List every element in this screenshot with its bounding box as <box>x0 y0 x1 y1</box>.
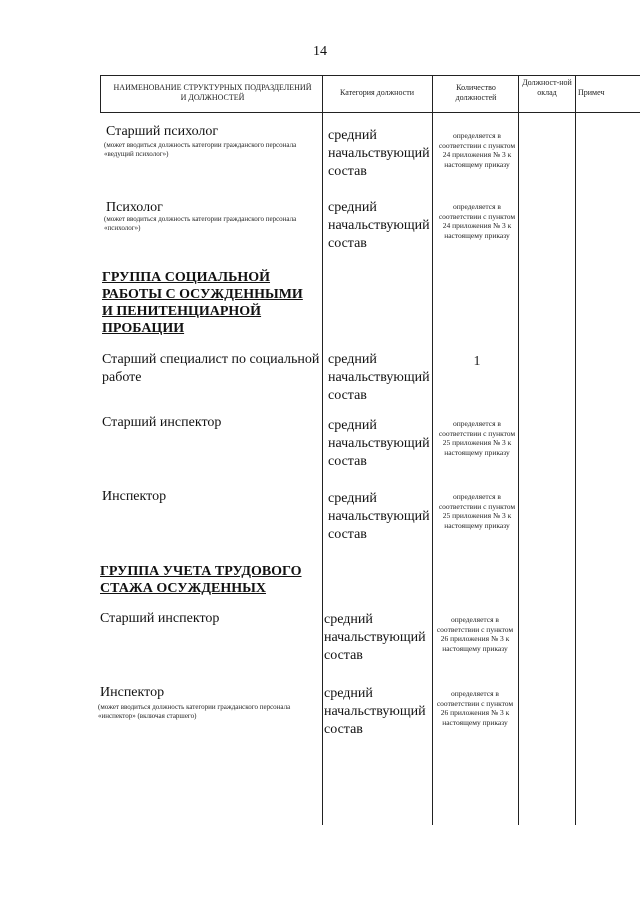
category-cell: средний начальствующий состав <box>324 686 426 737</box>
quantity-cell: определяется в соответствии с пунктом 24 приложения № 3 к настоящему приказу <box>438 131 516 169</box>
position-note: (может вводиться должность категории гражданского персонала «ведущий психолог») <box>104 141 297 158</box>
category-cell: средний начальствующий состав <box>328 418 430 469</box>
group-heading: ГРУППА СОЦИАЛЬНОЙ РАБОТЫ С ОСУЖДЕННЫМИ И ПЕНИТЕНЦИАРНОЙ ПРОБАЦИИ <box>102 270 303 336</box>
position-title: Инспектор <box>102 489 167 504</box>
position-title: Старший инспектор <box>102 415 222 430</box>
quantity-cell: 1 <box>473 354 481 369</box>
position-title: Психолог <box>106 200 163 215</box>
header-quantity: Количество должностей <box>455 83 497 102</box>
header-name: НАИМЕНОВАНИЕ СТРУКТУРНЫХ ПОДРАЗДЕЛЕНИЙ И ДОЛЖНОСТЕЙ <box>113 83 312 102</box>
header-salary: Должност-ной оклад <box>522 78 572 97</box>
quantity-cell: определяется в соответствии с пунктом 26 приложения № 3 к настоящему приказу <box>436 689 514 727</box>
position-title: Инспектор <box>100 685 165 700</box>
table-top-border <box>100 75 640 76</box>
column-divider-note <box>575 75 576 825</box>
position-title: Старший психолог <box>106 124 219 139</box>
page-number: 14 <box>313 44 327 59</box>
category-cell: средний начальствующий состав <box>328 128 430 179</box>
position-note: (может вводиться должность категории гражданского персонала «психолог») <box>104 215 297 232</box>
table-header-bottom-border <box>100 112 640 113</box>
position-title: Старший специалист по социальной работе <box>102 352 320 385</box>
position-note: (может вводиться должность категории гражданского персонала «инспектор» (включая старшего) <box>98 703 291 720</box>
group-heading: ГРУППА УЧЕТА ТРУДОВОГО СТАЖА ОСУЖДЕННЫХ <box>100 564 302 596</box>
quantity-cell: определяется в соответствии с пунктом 26 приложения № 3 к настоящему приказу <box>436 615 514 653</box>
quantity-cell: определяется в соответствии с пунктом 25 приложения № 3 к настоящему приказу <box>438 419 516 457</box>
quantity-cell: определяется в соответствии с пунктом 25 приложения № 3 к настоящему приказу <box>438 492 516 530</box>
category-cell: средний начальствующий состав <box>328 491 430 542</box>
header-category: Категория должности <box>340 88 414 97</box>
category-cell: средний начальствующий состав <box>328 200 430 251</box>
column-divider-name <box>100 75 101 113</box>
category-cell: средний начальствующий состав <box>324 612 426 663</box>
category-cell: средний начальствующий состав <box>328 352 430 403</box>
header-note: Примеч <box>578 88 605 97</box>
column-divider-category <box>322 75 323 825</box>
quantity-cell: определяется в соответствии с пунктом 24 приложения № 3 к настоящему приказу <box>438 202 516 240</box>
position-title: Старший инспектор <box>100 611 220 626</box>
column-divider-salary <box>518 75 519 825</box>
